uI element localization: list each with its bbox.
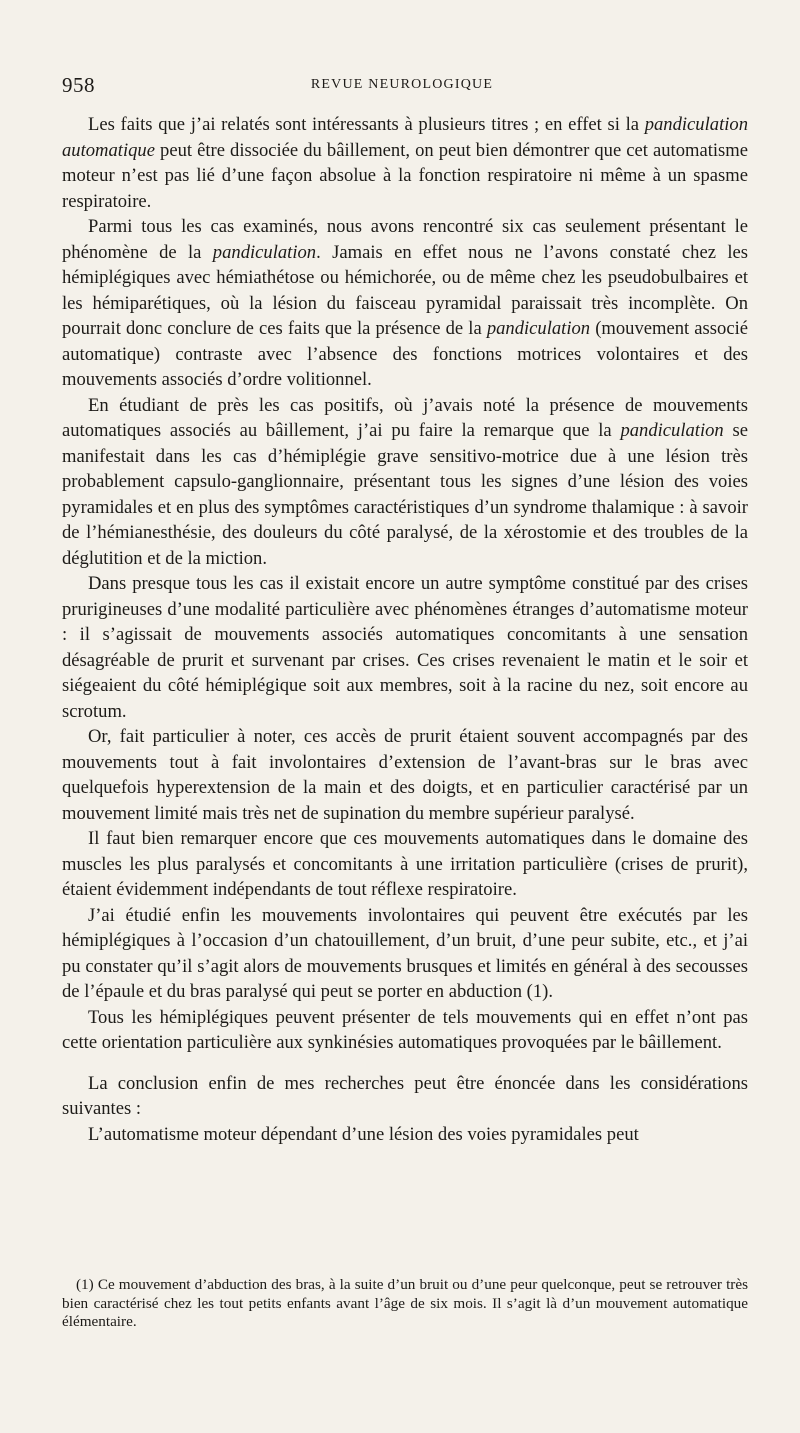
body-text — [62, 112, 748, 1147]
paragraph-7: J’ai étudié enfin les mouvements involontaires qui peuvent être exécutés par les hémiplégiques à l’occasion d’un chatouillement, d’un bruit, d’une peur subite, etc., et j’ai pu constater qu’il s’agit alors de mouvements brusques et limités en général à des secousses de l’épaule et du bras paralysé qui peut se porter en abduction (1). — [62, 904, 748, 1002]
paragraph-10: L’automatisme moteur dépendant d’une lésion des voies pyramidales peut — [88, 1123, 639, 1145]
footnote-text: (1) Ce mouvement d’abduction des bras, à la suite d’un bruit ou d’une peur quelconque, peut se retrouver très bien caractérisé chez les tout petits enfants avant l’âge de six mois. Il s’agit là d’un mouvement automatique élémentaire. — [62, 1276, 748, 1330]
paragraph-4: Dans presque tous les cas il existait encore un autre symptôme constitué par des crises prurigineuses d’une modalité particulière avec phénomènes étranges d’automatisme moteur : il s’agissait de mouvements associés automatiques concomitants à une sensation désagréable de prurit et survenant par crises. Ces crises revenaient le matin et le soir et siégeaient du côté hémiplégique soit aux membres, soit à la racine du nez, soit encore au scrotum. — [62, 573, 748, 722]
emphasis-term: pandiculation — [486, 318, 591, 339]
section-gap — [62, 1056, 748, 1071]
paragraph-9: La conclusion enfin de mes recherches peut être énoncée dans les considérations suivantes : — [62, 1072, 748, 1119]
paragraph-3: En étudiant de près les cas positifs, où j’avais noté la présence de mouvements automatiques associés au bâillement, j’ai pu faire la remarque que la pandiculation se manifestait dans les cas d’hémiplégie grave sensitivo-motrice due à une lésion très probablement capsulo-ganglionnaire, présentant tous les signes d’une lésion des voies pyramidales et en plus des symptômes caractéristiques d’un syndrome thalamique : à savoir de l’hémianesthésie, des douleurs du côté paralysé, de la xérostomie et des troubles de la déglutition et de la miction. — [62, 394, 748, 569]
paragraph-6: Il faut bien remarquer encore que ces mouvements automatiques dans le domaine des muscles les plus paralysés et concomitants à une irritation particulière (crises de prurit), étaient évidemment indépendants de tout réflexe respiratoire. — [62, 828, 748, 900]
page-number: 958 — [62, 73, 95, 97]
running-head: REVUE NEUROLOGIQUE — [310, 77, 494, 92]
footnote — [62, 1276, 748, 1332]
paragraph-5: Or, fait particulier à noter, ces accès de prurit étaient souvent accompagnés par des mouvements tout à fait involontaires d’extension de l’avant-bras sur le bras avec quelquefois hyperextension de la main et des doigts, et en particulier caractérisé par un mouvement limité mais très net de supination du membre supérieur paralysé. — [62, 726, 748, 824]
emphasis-term: pandiculation — [212, 241, 317, 263]
emphasis-term: pandiculation — [620, 420, 724, 441]
paragraph-1: Les faits que j’ai relatés sont intéressants à plusieurs titres ; en effet si la pandiculation automatique peut être dissociée du bâillement, on peut bien démontrer que cet automatisme moteur n’est pas lié d’une façon absolue à la fonction respiratoire ni même à un spasme respiratoire. — [62, 114, 748, 212]
page-header — [62, 73, 742, 103]
emphasis-term: pandiculation automatique — [62, 114, 748, 161]
paragraph-2: Parmi tous les cas examinés, nous avons rencontré six cas seulement présentant le phénomène de la pandiculation. Jamais en effet nous ne l’avons constaté chez les hémiplégiques avec hémiathétose ou hémichorée, ou de même chez les pseudobulbaires et les hémiparétiques, où la lésion du faisceau pyramidal paraissait très incomplète. On pourrait donc conclure de ces faits que la présence de la pandiculation (mouvement associé automatique) contraste avec l’absence des fonctions motrices volontaires et des mouvements associés d’ordre volitionnel. — [62, 216, 749, 390]
paragraph-8: Tous les hémiplégiques peuvent présenter de tels mouvements qui en effet n’ont pas cette orientation particulière aux synkinésies automatiques provoquées par le bâillement. — [62, 1006, 748, 1053]
